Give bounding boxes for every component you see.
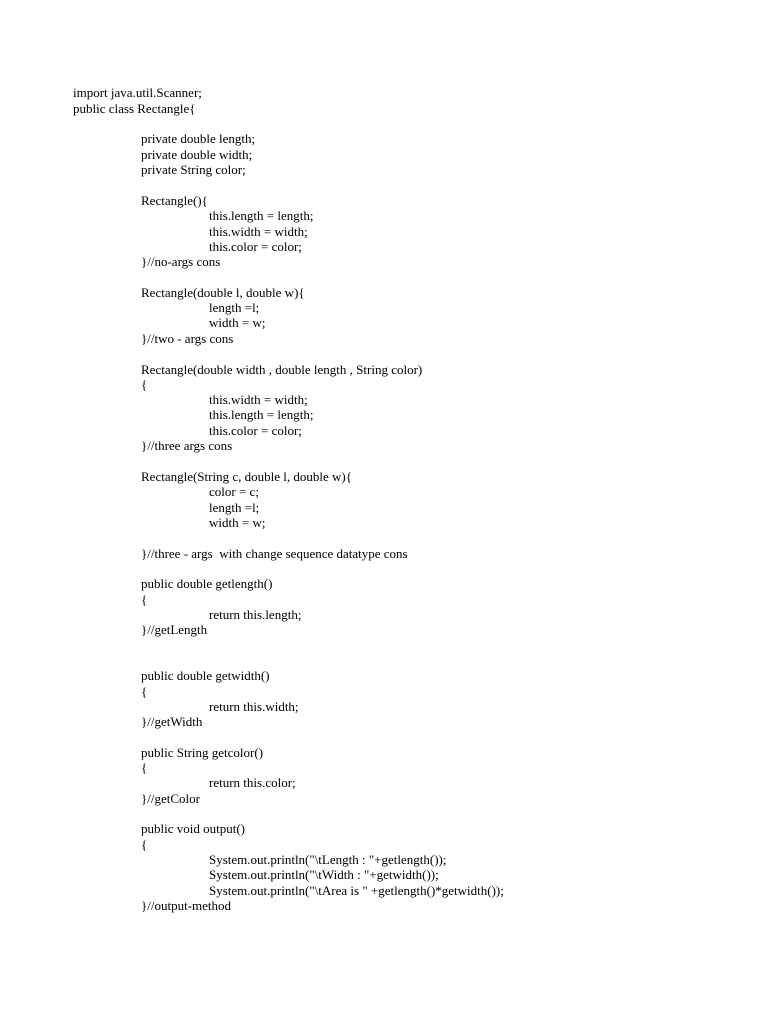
code-line: System.out.println("\tWidth : "+getwidth()); [209, 867, 439, 882]
code-line: { [141, 377, 148, 392]
code-line: { [141, 684, 148, 699]
code-line: import java.util.Scanner; [73, 85, 202, 100]
code-line: Rectangle(double width , double length , String color) [141, 362, 423, 377]
code-line: return this.color; [209, 775, 296, 790]
code-line: Rectangle(double l, double w){ [141, 285, 305, 300]
code-line: System.out.println("\tArea is " +getlength()*getwidth()); [209, 883, 504, 898]
code-line: length =l; [209, 300, 260, 315]
code-line: length =l; [209, 500, 260, 515]
code-line: this.length = length; [209, 407, 314, 422]
code-line: public double getwidth() [141, 668, 270, 683]
code-line: Rectangle(String c, double l, double w){ [141, 469, 352, 484]
code-line: color = c; [209, 484, 259, 499]
code-line: this.length = length; [209, 208, 314, 223]
code-line: private double length; [141, 131, 256, 146]
code-line: }//two - args cons [141, 331, 234, 346]
code-line: }//getLength [141, 622, 208, 637]
code-line: System.out.println("\tLength : "+getlength()); [209, 852, 447, 867]
code-line: return this.width; [209, 699, 299, 714]
code-line: return this.length; [209, 607, 302, 622]
code-line: this.color = color; [209, 239, 302, 254]
code-line: private String color; [141, 162, 246, 177]
code-line: width = w; [209, 515, 266, 530]
code-line: this.color = color; [209, 423, 302, 438]
code-line: public void output() [141, 821, 245, 836]
code-line: { [141, 592, 148, 607]
code-line: this.width = width; [209, 392, 308, 407]
code-line: { [141, 760, 148, 775]
code-line: }//no-args cons [141, 254, 221, 269]
code-line: }//getColor [141, 791, 200, 806]
code-line: private double width; [141, 147, 253, 162]
code-line: }//three args cons [141, 438, 233, 453]
code-line: public String getcolor() [141, 745, 264, 760]
code-line: width = w; [209, 315, 266, 330]
code-line: public double getlength() [141, 576, 273, 591]
code-line: public class Rectangle{ [73, 101, 196, 116]
code-line: { [141, 837, 148, 852]
code-line: this.width = width; [209, 224, 308, 239]
code-line: }//three - args with change sequence datatype cons [141, 546, 408, 561]
code-line: Rectangle(){ [141, 193, 208, 208]
code-line: }//output-method [141, 898, 232, 913]
code-line: }//getWidth [141, 714, 203, 729]
